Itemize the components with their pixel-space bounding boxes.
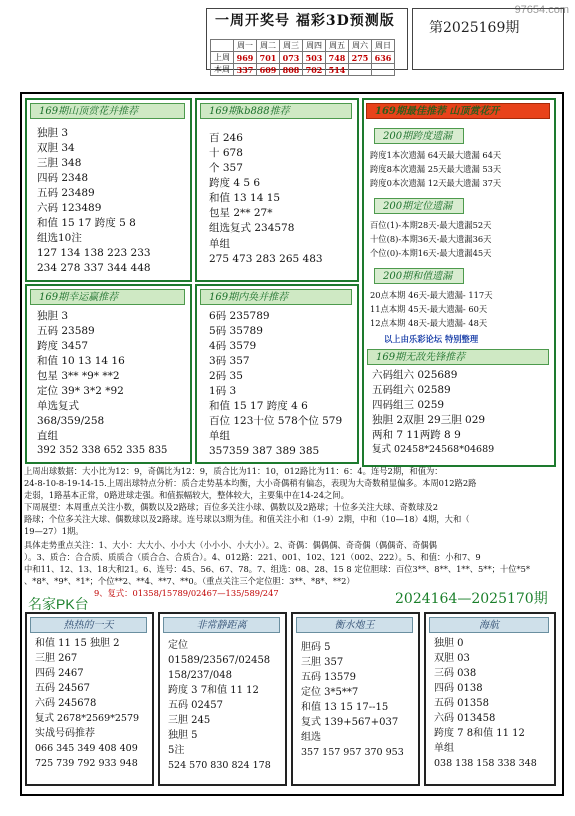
box-4-line: 单选复式 [37,400,79,412]
box-1-header: 169期山顶赏花并推荐 [30,103,185,119]
corner-cell [211,40,234,52]
weekly-draw-table [206,8,408,75]
expert-box-2 [158,612,287,786]
box-5-line: 和值 15 17 跨度 4 6 [209,400,308,412]
analysis-line: 具体走势重点关注：1、大小：大大小、小小大（小小小、小大小）。2、奇偶：偶偶偶、奇奇偶（偶偶奇、奇偶偶 [24,540,437,550]
expert-4-line: 四码 0138 [434,683,483,694]
expert-3-line: 357 157 957 370 953 [301,747,404,758]
draw-grid-header-row [211,40,395,52]
analysis-line: 19—27）1期。 [24,526,84,536]
box-1-line: 三胆 348 [37,157,82,169]
position-miss-line: 十位(8)-本期36天-最大遗漏36天 [370,234,492,244]
box-5-line: 单组 [209,430,230,442]
draw-number: 701 [257,52,280,64]
pioneer-line: 六码组六 025689 [372,369,458,381]
box-5-line: 357359 387 389 385 [209,445,320,457]
expert-2-line: 三胆 245 [168,715,211,726]
draw-number: 702 [303,64,326,76]
box-4-line: 392 352 338 652 335 835 [37,445,168,456]
box-3-header: 169期最佳推荐 山顶赏花开 [366,103,550,119]
expert-4-line: 独胆 0 [434,638,464,649]
expert-2-line: 5注 [168,745,185,756]
expert-2-line: 158/237/048 [168,670,232,681]
box-5-line: 6码 235789 [209,310,270,322]
box-2-header: 169期kb888推荐 [200,103,352,119]
box-4-line: 包星 3** *9* **2 [37,370,120,382]
draw-number: 969 [234,52,257,64]
draw-number: 636 [372,52,395,64]
span-miss-line: 跨度8本次遗漏 25天最大遗漏 53天 [370,164,502,174]
period-range: 2024164—2025170期 [395,591,548,607]
span-miss-header: 200期跨度遗漏 [374,128,464,144]
expert-4-line: 单组 [434,743,454,754]
box-5-line: 2码 35 [209,370,243,382]
day-cell: 周四 [303,40,326,52]
analysis-line: 路球；个位多关注大球、偶数球以及2路球。连号球以3期为佳。和值关注小和（1-9）2期，中和（10—18）4期，大和（ [24,514,470,524]
draw-row-last-week [211,52,395,64]
expert-1-line: 725 739 792 933 948 [35,758,138,769]
expert-3-line: 三胆 357 [301,657,344,668]
span-miss-line: 跨度1本次遗漏 64天最大遗漏 64天 [370,150,502,160]
period-title: 第2025169期 [429,20,520,36]
box-2-line: 包星 2** 27* [209,207,273,219]
sum-miss-line: 12点本期 48天-最大遗漏- 48天 [370,318,488,328]
analysis-line: 24-8-10-8-19-14-15.上周出球特点分析：质合走势基本均衡，大小奇偶稍有偏态，表现为大奇数稍显偏多。本周012路2路 [24,478,477,488]
sum-miss-line: 20点本期 46天-最大遗漏- 117天 [370,290,493,300]
analysis-line: 中和11、12、13、18大和21。6、连号：45、56、67、78。7、组选：08、28、15 8 定位胆球：百位3**、8**、1**、5**；十位*5* [24,564,531,574]
box-1-line: 组选10注 [37,232,82,244]
pioneer-line: 复式 02458*24568*04689 [372,444,495,455]
expert-4-line: 跨度 7 8和值 11 12 [434,728,525,739]
expert-3-header: 衡水炮王 [296,617,413,633]
box-4-line: 五码 23589 [37,325,95,337]
pioneer-line: 两和 7 11两跨 8 9 [372,429,461,441]
box-4-line: 独胆 3 [37,310,69,322]
expert-4-line: 六码 013458 [434,713,496,724]
expert-2-line: 定位 [168,640,188,651]
sum-miss-header: 200期和值遗漏 [374,268,464,284]
expert-4-line: 五码 01358 [434,698,489,709]
day-cell: 周三 [280,40,303,52]
expert-3-line: 五码 13579 [301,672,356,683]
expert-1-line: 实战号码推荐 [35,728,95,739]
pioneer-header: 169期无敌先锋推荐 [367,349,549,365]
expert-2-line: 五码 02457 [168,700,223,711]
expert-1-line: 四码 2467 [35,668,84,679]
period-box [412,8,564,70]
expert-2-header: 非常静距离 [163,617,280,633]
expert-4-line: 038 138 158 338 348 [434,758,537,769]
expert-4-header: 海航 [429,617,549,633]
expert-1-line: 六码 245678 [35,698,97,709]
expert-3-line: 和值 13 15 17--15 [301,702,389,713]
box-2-line: 组选复式 234578 [209,222,295,234]
expert-box-3 [291,612,420,786]
position-miss-header: 200期定位遗漏 [374,198,464,214]
box-2-line: 个 357 [209,162,243,174]
box-5-line: 1码 3 [209,385,237,397]
expert-3-line: 组选 [301,732,321,743]
box-5-header: 169期内奂并推荐 [200,289,352,305]
position-miss-line: 个位(0)-本期16天-最大遗漏45天 [370,248,492,258]
box-1-line: 127 134 138 223 233 [37,247,151,259]
analysis-line: 、*8*、*9*、*1*；个位**2、**4、**7、**0。（重点关注三个定位胆：3**、*8*、**2） [24,576,355,586]
box-1-line: 四码 2348 [37,172,89,184]
expert-box-1 [25,612,154,786]
expert-1-line: 五码 24567 [35,683,90,694]
pioneer-line: 四码组三 0259 [372,399,445,411]
box-1-line: 六码 123489 [37,202,102,214]
box-2-line: 275 473 283 265 483 [209,253,323,265]
day-cell: 周日 [372,40,395,52]
draw-number: 073 [280,52,303,64]
box-1-line: 双胆 34 [37,142,75,154]
box-2-line: 百 246 [209,132,243,144]
box-2-line: 十 678 [209,147,243,159]
site-watermark: 97654.com [514,4,569,16]
box-4-line: 直组 [37,430,58,442]
recommend-box-4 [25,284,192,464]
source-note: 以上由乐彩论坛 特别整理 [384,334,479,344]
box-1-line: 234 278 337 344 448 [37,262,151,274]
row-label: 本周 [211,64,234,76]
box-2-line: 跨度 4 5 6 [209,177,261,189]
box-2-line: 单组 [209,238,230,250]
draw-number: 275 [349,52,372,64]
box-1-line: 五码 23489 [37,187,95,199]
box-4-header: 169期幸运赢推荐 [30,289,185,305]
expert-1-line: 和值 11 15 独胆 2 [35,638,120,649]
box-4-line: 定位 39* 3*2 *92 [37,385,124,397]
pk-title: 名家PK台 [28,596,89,612]
recommend-box-3 [362,98,556,467]
expert-1-line: 066 345 349 408 409 [35,743,138,754]
draw-number: 514 [326,64,349,76]
analysis-line: 走弱，1路基本正常，0路进球走强。和值振幅较大，整体较大，主要集中在14-24之间。 [24,490,349,500]
sum-miss-line: 11点本期 45天-最大遗漏- 60天 [370,304,488,314]
analysis-line: 上周出球数据：大小比为12：9，奇偶比为12：9，质合比为11：10，012路比为11：6：4。连号2期，和值为： [24,466,443,476]
pioneer-line: 五码组六 02589 [372,384,451,396]
analysis-line: 下周展望：本周重点关注小数，偶数以及2路球；百位多关注小球、偶数以及2路球；十位多关注大球、奇数球及2 [24,502,439,512]
box-4-line: 跨度 3457 [37,340,89,352]
day-cell: 周六 [349,40,372,52]
box-4-line: 368/359/258 [37,415,105,427]
position-miss-line: 百位(1)-本期28天-最大遗漏52天 [370,220,492,230]
expert-2-line: 独胆 5 [168,730,198,741]
expert-4-line: 双胆 03 [434,653,470,664]
draw-number [349,64,372,76]
day-cell: 周五 [326,40,349,52]
box-5-line: 5码 35789 [209,325,263,337]
pioneer-line: 独胆 2双胆 29三胆 029 [372,414,486,426]
draw-number: 337 [234,64,257,76]
box-5-line: 百位 123十位 578个位 579 [209,415,343,427]
expert-1-line: 三胆 267 [35,653,78,664]
expert-2-line: 跨度 3 7和值 11 12 [168,685,259,696]
expert-1-header: 热热的一天 [30,617,147,633]
compound-pick-line: 9、复式：01358/15789/02467—135/589/247 [94,588,279,598]
box-4-line: 和值 10 13 14 16 [37,355,125,367]
recommend-box-1 [25,98,192,282]
expert-4-line: 三码 038 [434,668,477,679]
expert-2-line: 01589/23567/02458 [168,655,271,666]
box-1-line: 和值 15 17 跨度 5 8 [37,217,136,229]
box-5-line: 4码 3579 [209,340,257,352]
draw-grid [210,39,395,76]
weekly-draw-title: 一周开奖号 福彩3D预测版 [215,13,395,29]
day-cell: 周一 [234,40,257,52]
expert-3-line: 复式 139+567+037 [301,717,399,728]
expert-3-line: 胆码 5 [301,642,331,653]
expert-box-4 [424,612,556,786]
expert-2-line: 524 570 830 824 178 [168,760,271,771]
analysis-line: ）。3、质合：合合质、质质合（质合合、合质合）。4、012路：221、001、102、121（002、222）。5、和值：小和7、9 [24,552,481,562]
draw-number [372,64,395,76]
day-cell: 周二 [257,40,280,52]
row-label: 上周 [211,52,234,64]
expert-1-line: 复式 2678*2569*2579 [35,713,140,724]
expert-3-line: 定位 3*5**7 [301,687,359,698]
recommend-box-2 [195,98,359,282]
recommend-box-5 [195,284,359,464]
span-miss-line: 跨度0本次遗漏 12天最大遗漏 37天 [370,178,502,188]
draw-number: 748 [326,52,349,64]
draw-number: 503 [303,52,326,64]
box-1-line: 独胆 3 [37,127,69,139]
draw-number: 609 [257,64,280,76]
draw-number: 808 [280,64,303,76]
box-2-line: 和值 13 14 15 [209,192,281,204]
draw-row-this-week [211,64,395,76]
box-5-line: 3码 357 [209,355,250,367]
